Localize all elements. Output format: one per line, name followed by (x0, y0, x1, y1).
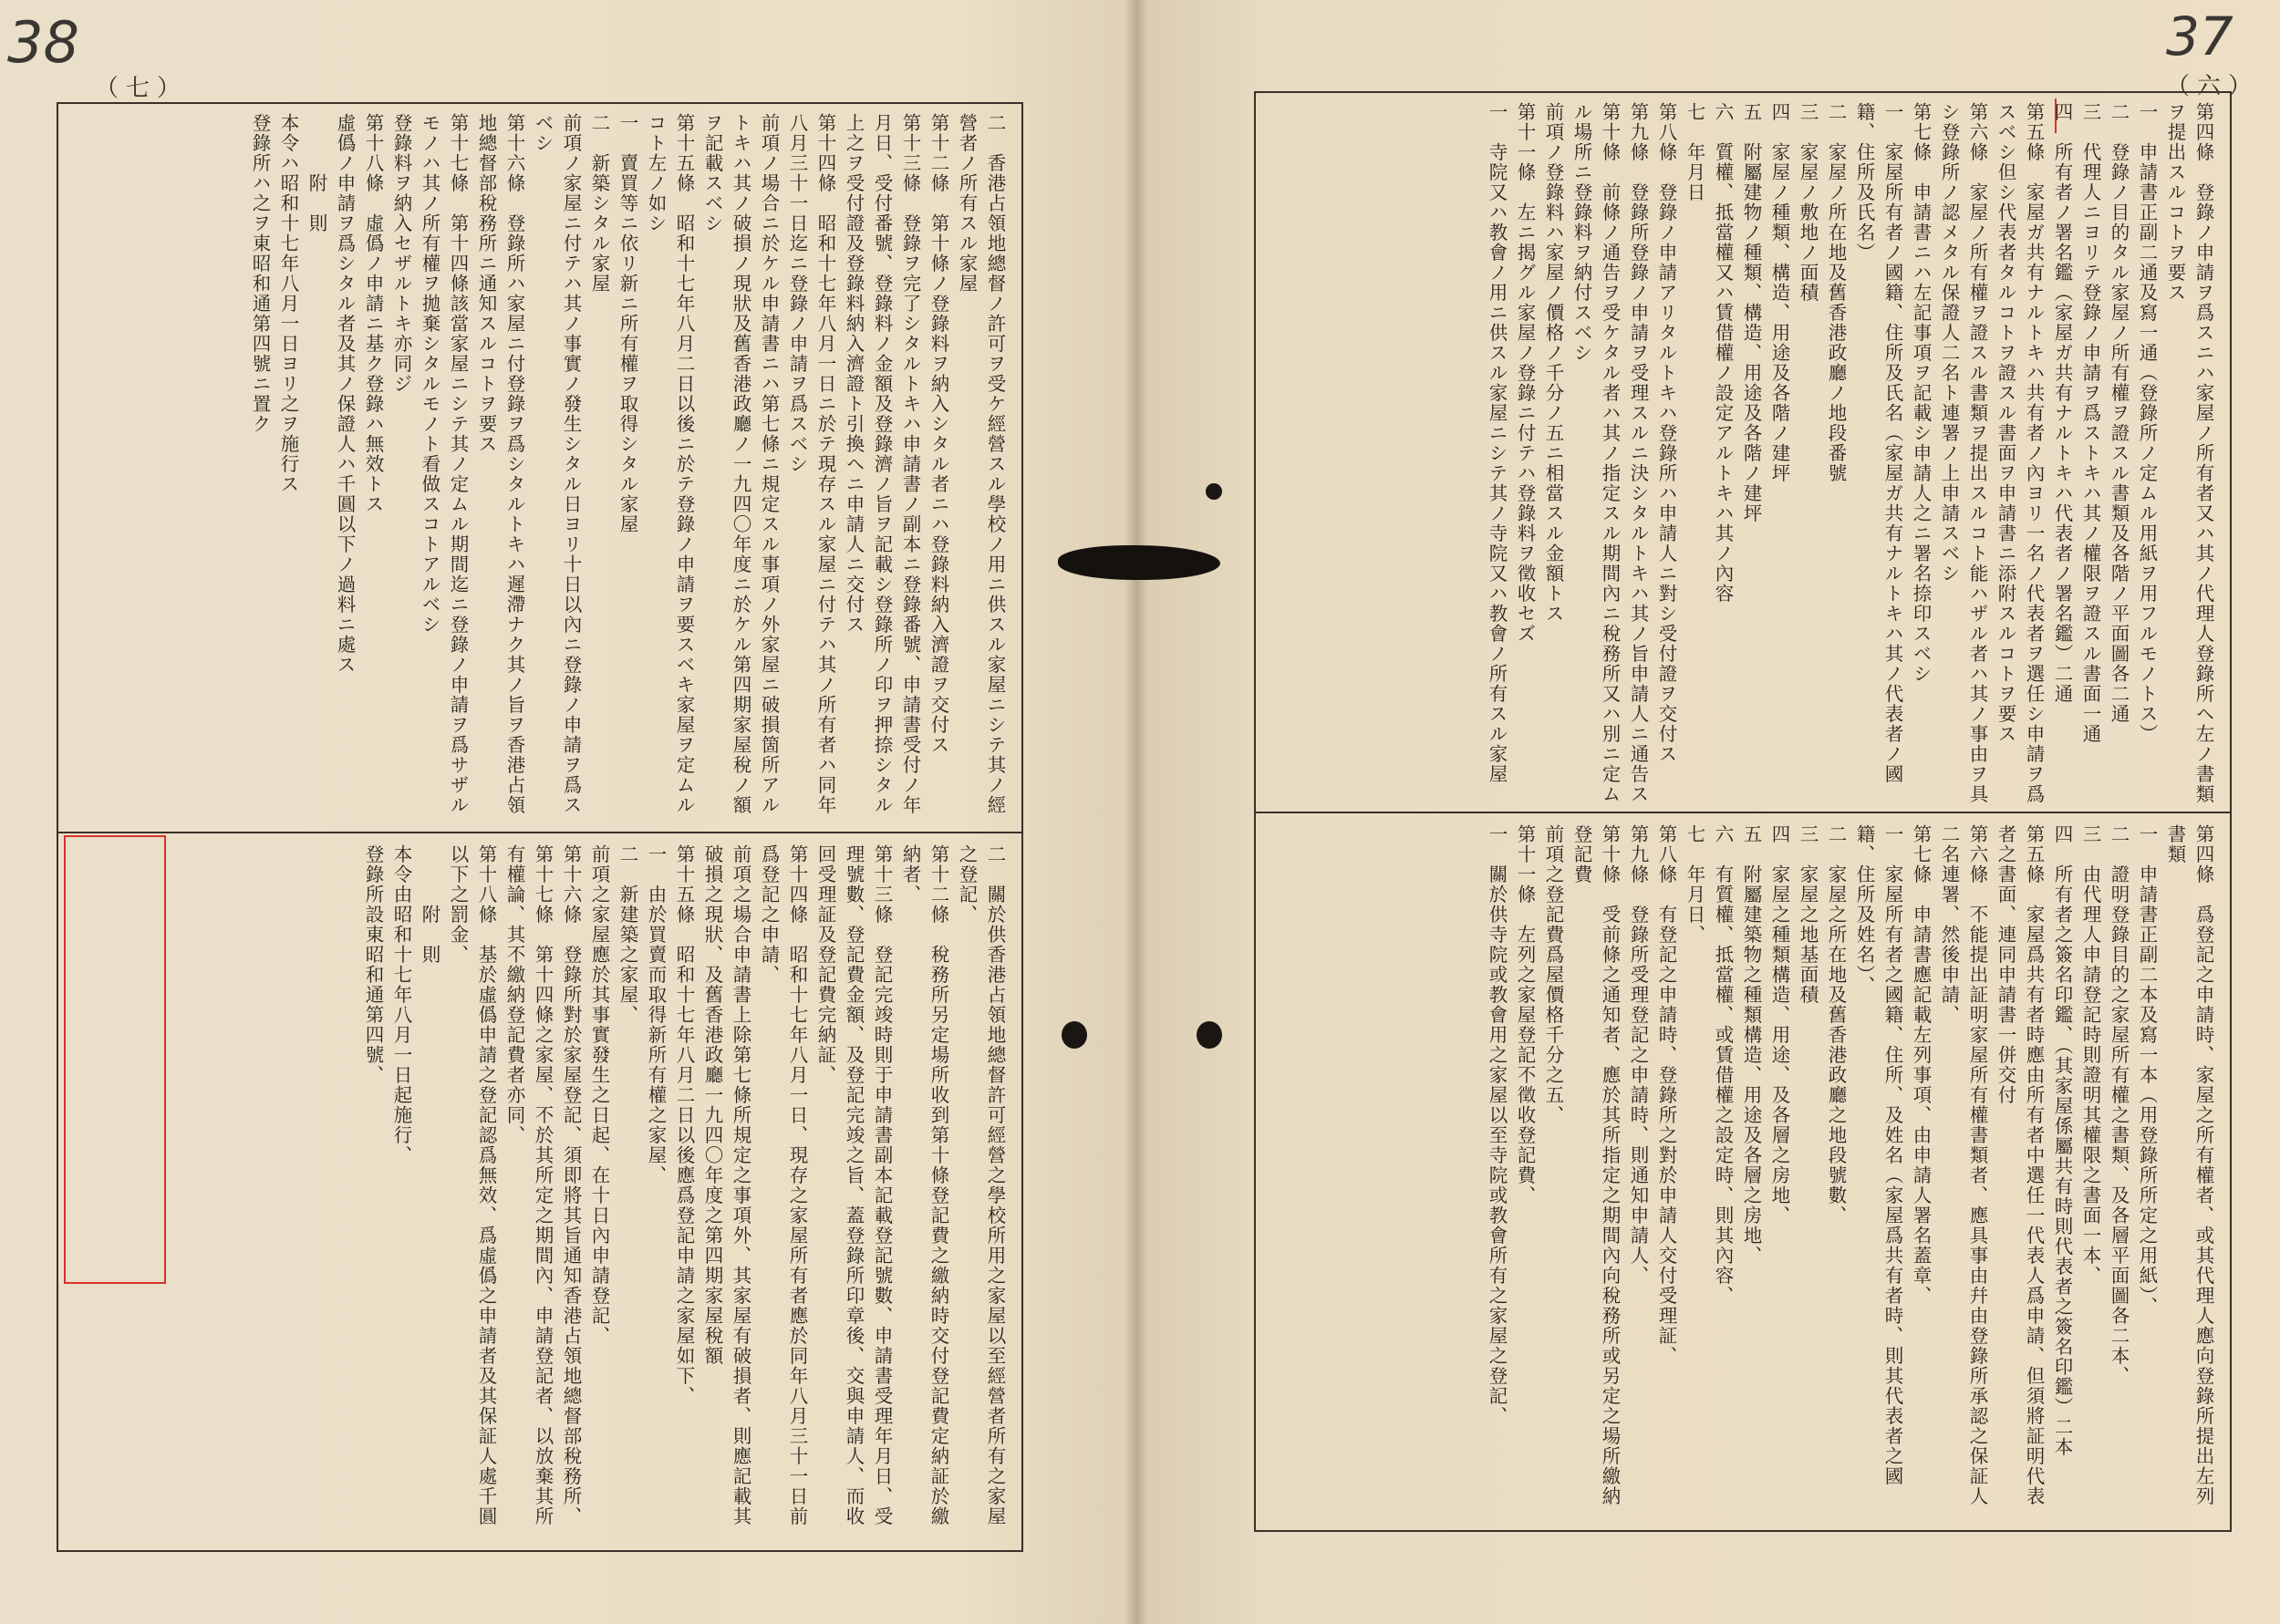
ink-blot-spine (1058, 545, 1220, 580)
japanese-text-left: 二 香港占領地總督ノ許可ヲ受ケ經營スル學校ノ用ニ供スル家屋ニシテ其ノ經營者ノ所有スル家屋 第十二條 第十條ノ登錄料ヲ納入シタル者ニハ登錄料納入濟證ヲ交付ス 第十三條 登錄ヲ完了シタルトキハ申請書ノ副本ニ登錄番號、申請書受付ノ年月日、受付番號、登錄料ノ金額及登錄濟ノ旨ヲ記載シ登錄所ノ印ヲ押捺シタル上之ヲ受付證及登錄料納入濟證ト引換ヘニ申請人ニ交付ス 第十四條 昭和十七年八月一日ニ於テ現存スル家屋ニ付テハ其ノ所有者ハ同年八月三十一日迄ニ登錄ノ申請ヲ爲スベシ 前項ノ場合ニ於ケル申請書ニハ第七條ニ規定スル事項ノ外家屋ニ破損箇所アルトキハ其ノ破損ノ現狀及舊香港政廳ノ一九四〇年度ニ於ケル第四期家屋稅ノ額ヲ記載スベシ 第十五條 昭和十七年八月二日以後ニ於テ登錄ノ申請ヲ要スベキ家屋ヲ定ムルコト左ノ如シ 一 賣買等ニ依リ新ニ所有權ヲ取得シタル家屋 二 新築シタル家屋 前項ノ家屋ニ付テハ其ノ事實ノ發生シタル日ヨリ十日以內ニ登錄ノ申請ヲ爲スベシ 第十六條 登錄所ハ家屋ニ付登錄ヲ爲シタルトキハ遲滯ナク其ノ旨ヲ香港占領地總督部稅務所ニ通知スルコトヲ要ス 第十七條 第十四條該當家屋ニシテ其ノ定ムル期間迄ニ登錄ノ申請ヲ爲サザルモノハ其ノ所有權ヲ拋棄シタルモノト看做スコトアルベシ 登錄料ヲ納入セザルトキ亦同ジ 第十八條 虛僞ノ申請ニ基ク登錄ハ無效トス 虛僞ノ申請ヲ爲シタル者及其ノ保證人ハ千圓以下ノ過料ニ處ス 附 則 本令ハ昭和十七年八月一日ヨリ之ヲ施行ス 登錄所ハ之ヲ東昭和通第四號ニ置ク (249, 113, 1006, 815)
binding-hole-1 (1206, 483, 1222, 500)
panel-divider-left (58, 832, 1021, 833)
binding-hole-2 (1197, 1021, 1222, 1049)
japanese-text-panel-right (1269, 102, 2217, 804)
text-frame-right (1254, 91, 2232, 1532)
folio-left: （七） (95, 75, 189, 102)
chinese-text-panel-right (1269, 824, 2217, 1523)
text-frame-left (57, 102, 1023, 1552)
book-spine-shadow (1124, 0, 1148, 1624)
chinese-text-left: 二 關於供香港占領地總督許可經營之學校所用之家屋以至經營者所有之家屋之登記、 第十二條 稅務所另定場所收到第十條登記費之繳納時交付登記費定納証於繳納者、 第十三條 登記完竣時則于申請書副本記載登記號數、申請書受理年月日、受理號數、登記費金額、及登記完竣之旨、蓋登錄所印章後、交與申請人、而收回受理証及登記費完納証、 第十四條 昭和十七年八月一日、現存之家屋所有者應於同年八月三十一日前爲登記之申請、 前項之場合申請書上除第七條所規定之事項外、其家屋有破損者、則應記載其破損之現狀、及舊香港政廳一九四〇年度之第四期家屋稅額 第十五條 昭和十七年八月二日以後應爲登記申請之家屋如下、 一 由於買賣而取得新所有權之家屋、 二 新建築之家屋、 前項之家屋應於其事實發生之日起、在十日內申請登記、 第十六條 登錄所對於家屋登記、須即將其旨通知香港占領地總督部稅務所、 第十七條 第十四條之家屋、不於其所定之期間內、申請登記者、以放棄其所有權論、其不繳納登記費者亦同、 第十八條 基於虛僞申請之登記認爲無效、爲虛僞之申請者及其保証人處千圓以下之罰金、 附 則 本令由昭和十七年八月一日起施行、 登錄所設東昭和通第四號、 (362, 844, 1006, 1526)
red-highlight-box (64, 835, 166, 1284)
left-page (0, 0, 1135, 1624)
pencil-page-number-right: 37 (2166, 5, 2233, 67)
binding-hole-3 (1062, 1021, 1087, 1049)
chinese-text-right: 第四條 爲登記之申請時、家屋之所有權者、或其代理人應向登錄所提出左列書類 一 申請書正副二本及寫一本（用登錄所所定之用紙）、 二 證明登錄目的之家屋所有權之書類、及各層平面圖各二本、 三 由代理人申請登記時則證明其權限之書面一本、 四 所有者之簽名印鑑、（其家屋係屬共有時則代表者之簽名印鑑）二本 第五條 家屋爲共有者時應由所有者中選任一代表人爲申請、但須將証明代表者之書面、連同申請書一併交付 第六條 不能提出証明家屋所有權書類者、應具事由幷由登錄所承認之保証人二名連署、然後申請、 第七條 申請書應記載左列事項、由申請人署名蓋章、 一 家屋所有者之國籍、住所、及姓名（家屋爲共有者時、則其代表者之國籍、住所及姓名）、 二 家屋之所在地及舊香港政廳之地段號數、 三 家屋之地基面積 四 家屋之種類構造、用途、及各層之房地、 五 附屬建築物之種類構造、用途及各層之房地、 六 有質權、抵當權、或賃借權之設定時、則其內容、 七 年月日、 第八條 有登記之申請時、登錄所之對於申請人交付受理証、 第九條 登錄所受理登記之申請時、則通知申請人、 第十條 受前條之通知者、應於其所指定之期間內向稅務所或另定之場所繳納登記費 前項之登記費爲屋價格千分之五、 第十一條 左列之家屋登記不徵收登記費、 一 關於供寺院或教會用之家屋以至寺院或教會所有之家屋之登記、 (1486, 824, 2214, 1506)
panel-divider-right (1256, 812, 2230, 813)
japanese-text-panel-left (71, 113, 1009, 824)
japanese-text-right: 第四條 登錄ノ申請ヲ爲スニハ家屋ノ所有者又ハ其ノ代理人登錄所ヘ左ノ書類ヲ提出スルコトヲ要ス 一 申請書正副二通及寫一通（登錄所ノ定ムル用紙ヲ用フルモノトス） 二 登錄ノ目的タル家屋ノ所有權ヲ證スル書類及各階ノ平面圖各二通 三 代理人ニヨリテ登錄ノ申請ヲ爲ストキハ其ノ權限ヲ證スル書面一通 四 所有者ノ署名鑑（家屋ガ共有ナルトキハ代表者ノ署名鑑）二通 第五條 家屋ガ共有ナルトキハ共有者ノ內ヨリ一名ノ代表者ヲ選任シ申請ヲ爲スベシ但シ代表者タルコトヲ證スル書面ヲ申請書ニ添附スルコトヲ要ス 第六條 家屋ノ所有權ヲ證スル書類ヲ提出スルコト能ハザル者ハ其ノ事由ヲ具シ登錄所ノ認メタル保證人二名ト連署ノ上申請スベシ 第七條 申請書ニハ左記事項ヲ記載シ申請人之ニ署名捺印スベシ 一 家屋所有者ノ國籍、住所及氏名（家屋ガ共有ナルトキハ其ノ代表者ノ國籍、住所及氏名） 二 家屋ノ所在地及舊香港政廳ノ地段番號 三 家屋ノ敷地ノ面積 四 家屋ノ種類、構造、用途及各階ノ建坪 五 附屬建物ノ種類、構造、用途及各階ノ建坪 六 質權、抵當權又ハ賃借權ノ設定アルトキハ其ノ內容 七 年月日 第八條 登錄ノ申請アリタルトキハ登錄所ハ申請人ニ對シ受付證ヲ交付ス 第九條 登錄所登錄ノ申請ヲ受理スルニ決シタルトキハ其ノ旨申請人ニ通告ス 第十條 前條ノ通告ヲ受ケタル者ハ其ノ指定スル期間內ニ稅務所又ハ別ニ定ムル場所ニ登錄料ヲ納付スベシ 前項ノ登錄料ハ家屋ノ價格ノ千分ノ五ニ相當スル金額トス 第十一條 左ニ揭グル家屋ノ登錄ニ付テハ登錄料ヲ徵收セズ 一 寺院又ハ教會ノ用ニ供スル家屋ニシテ其ノ寺院又ハ教會ノ所有スル家屋 (1486, 102, 2214, 804)
chinese-text-panel-left (71, 844, 1009, 1545)
pencil-page-number-left: 38 (7, 9, 79, 76)
folio-right: （六） (2166, 73, 2260, 100)
